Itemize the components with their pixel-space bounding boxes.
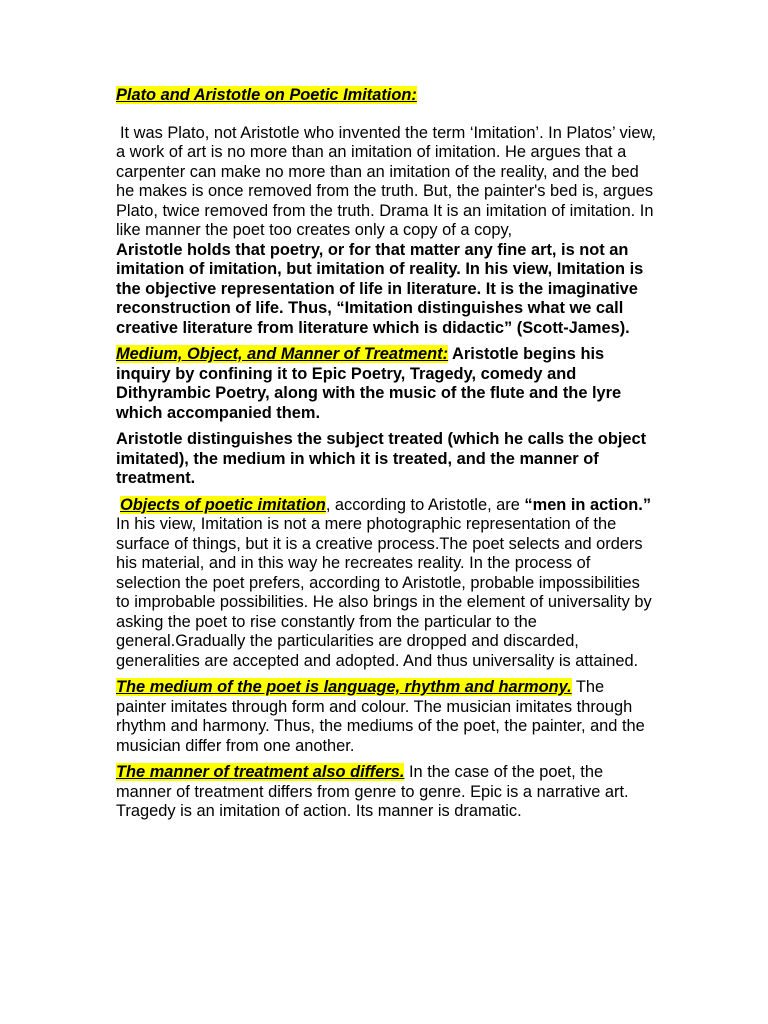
paragraph-plato: It was Plato, not Aristotle who invented the term ‘Imitation’. In Platos’ view, a work of art is no more than an imitation of imitation. He argues that a carpenter can make no more than an imitation of the reality, and the bed he makes is once removed from the truth. But, the painter's bed is, argues Plato, twice removed from the truth. Drama It is an imitation of imitation. In like manner the poet too creates only a copy of a copy,	[116, 123, 656, 239]
paragraph-objects	[116, 496, 656, 672]
paragraph-aristotle-imitation: Aristotle holds that poetry, or for that matter any fine art, is not an imitation of imitation, but imitation of reality. In his view, Imitation is the objective representation of life in literature. It is the imaginative reconstruction of life. Thus, “Imitation distinguishes what we call creative literature from literature which is didactic” (Scott-James).	[116, 240, 644, 337]
language-heading-highlight: The medium of the poet is language, rhythm and harmony.	[116, 678, 572, 696]
paragraph-manner	[116, 763, 656, 822]
objects-quote: “men in action.”	[524, 495, 652, 514]
objects-text: In his view, Imitation is not a mere photographic representation of the surface of things, but it is a creative process.The poet selects and orders his material, and in this way he recreates reality. In the process of selection the poet prefers, according to Aristotle, probable impossibilities to improbable possibilities. He also brings in the element of universality by asking the poet to rise constantly from the particular to the general.Gradually the particularities are dropped and discarded, generalities are accepted and adopted. And thus universality is attained.	[116, 515, 652, 670]
paragraph-medium-language	[116, 678, 656, 756]
medium-heading-highlight: Medium, Object, and Manner of Treatment:	[116, 345, 449, 363]
title-highlight: Plato and Aristotle on Poetic Imitation:	[116, 86, 417, 104]
paragraph-medium-object-manner	[116, 345, 656, 423]
document-page	[116, 86, 656, 822]
medium-text: Aristotle begins his inquiry by confining it to Epic Poetry, Tragedy, comedy and Dithyrambic Poetry, along with the music of the flute and the lyre which accompanied them.	[116, 345, 622, 422]
document-title	[116, 86, 656, 106]
objects-heading-highlight: Objects of poetic imitation	[120, 495, 326, 514]
objects-mid: , according to Aristotle, are	[325, 495, 525, 514]
paragraph-distinguishes: Aristotle distinguishes the subject treated (which he calls the object imitated), the medium in which it is treated, and the manner of treatment.	[116, 430, 647, 487]
language-text: The painter imitates through form and colour. The musician imitates through rhythm and harmony. Thus, the mediums of the poet, the painter, and the musician differ from one another.	[116, 678, 645, 755]
manner-heading-highlight: The manner of treatment also differs.	[116, 763, 405, 781]
manner-text: In the case of the poet, the manner of treatment differs from genre to genre. Epic is a narrative art. Tragedy is an imitation of action. Its manner is dramatic.	[116, 763, 629, 820]
